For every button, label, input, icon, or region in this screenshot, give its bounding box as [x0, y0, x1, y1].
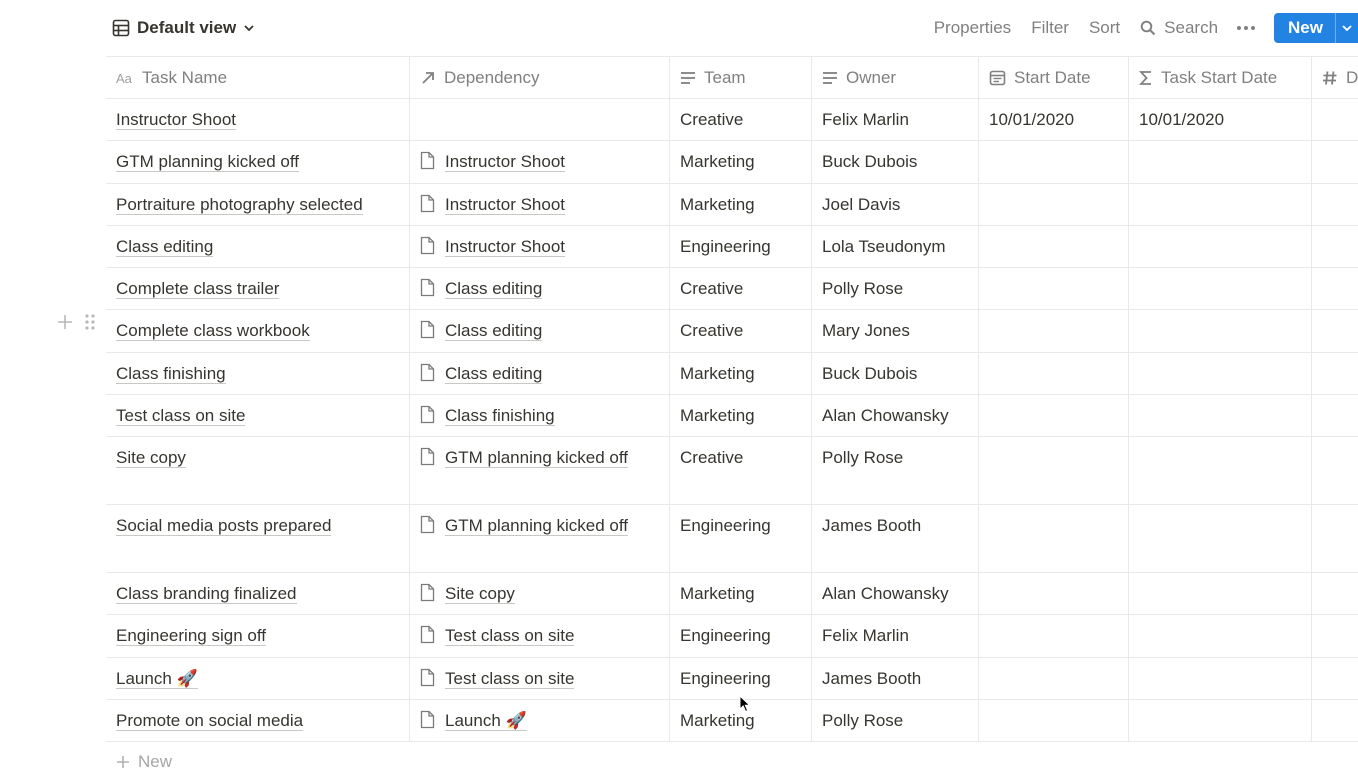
page-icon: [420, 515, 435, 534]
dependency-cell[interactable]: [410, 268, 670, 309]
column-header-task-start-date[interactable]: [1129, 57, 1312, 98]
page-icon: [420, 320, 435, 339]
dependency-title: Site copy: [445, 584, 515, 603]
truncated-cell[interactable]: [1312, 184, 1358, 225]
task-start-date-cell: [1129, 268, 1312, 309]
owner-cell[interactable]: Polly Rose: [812, 268, 979, 309]
task-title[interactable]: GTM planning kicked off: [116, 152, 299, 171]
owner-cell[interactable]: Joel Davis: [812, 184, 979, 225]
task-start-date-cell: [1129, 658, 1312, 699]
task-name-cell[interactable]: [106, 353, 410, 394]
task-title[interactable]: Site copy: [116, 448, 186, 467]
dependency-title: Instructor Shoot: [445, 152, 566, 171]
task-name-cell[interactable]: [106, 99, 410, 140]
dependency-link[interactable]: [420, 584, 515, 603]
team-cell[interactable]: Engineering: [670, 658, 812, 699]
dependency-title: Class editing: [445, 321, 543, 340]
owner-cell[interactable]: Felix Marlin: [812, 615, 979, 657]
owner-cell[interactable]: Lola Tseudonym: [812, 226, 979, 267]
start-date-cell[interactable]: [979, 700, 1129, 741]
more-options-button[interactable]: [1228, 13, 1272, 43]
column-header-label: Start Date: [1014, 67, 1091, 87]
owner-cell[interactable]: James Booth: [812, 505, 979, 572]
team-cell[interactable]: Engineering: [670, 505, 812, 572]
task-name-cell[interactable]: [106, 700, 410, 741]
owner-cell[interactable]: Polly Rose: [812, 700, 979, 741]
dependency-cell[interactable]: [410, 395, 670, 436]
database-table: [106, 56, 1358, 782]
dependency-cell[interactable]: [410, 226, 670, 267]
calendar-icon: [989, 69, 1006, 86]
dependency-link[interactable]: [420, 626, 574, 645]
task-name-cell[interactable]: [106, 184, 410, 225]
dependency-link[interactable]: [420, 516, 628, 535]
truncated-cell[interactable]: [1312, 99, 1358, 140]
column-header-label: Team: [704, 67, 746, 87]
start-date-cell[interactable]: [979, 658, 1129, 699]
task-name-cell[interactable]: [106, 615, 410, 657]
dependency-cell[interactable]: [410, 700, 670, 741]
table-row: [106, 395, 1358, 437]
team-cell[interactable]: Marketing: [670, 141, 812, 183]
truncated-cell[interactable]: [1312, 505, 1358, 572]
column-header-dependency[interactable]: [410, 57, 670, 98]
table-body: [106, 99, 1358, 742]
column-header-owner[interactable]: [812, 57, 979, 98]
search-label: Search: [1164, 18, 1219, 37]
task-start-date-cell: [1129, 141, 1312, 183]
task-title[interactable]: Complete class trailer: [116, 279, 280, 298]
task-title[interactable]: Engineering sign off: [116, 626, 266, 645]
truncated-cell[interactable]: [1312, 268, 1358, 309]
task-start-date-cell: [1129, 184, 1312, 225]
column-header-start-date[interactable]: [979, 57, 1129, 98]
column-header-label: Task Start Date: [1161, 67, 1278, 87]
sigma-formula-icon: [1139, 70, 1153, 86]
owner-cell[interactable]: Alan Chowansky: [812, 573, 979, 614]
owner-cell[interactable]: James Booth: [812, 658, 979, 699]
team-cell[interactable]: Marketing: [670, 573, 812, 614]
chevron-down-icon: [1341, 22, 1353, 34]
dependency-link[interactable]: [420, 152, 565, 171]
start-date-cell[interactable]: [979, 141, 1129, 183]
truncated-cell[interactable]: [1312, 573, 1358, 614]
task-name-cell[interactable]: [106, 268, 410, 309]
dependency-link[interactable]: [420, 195, 565, 214]
owner-cell[interactable]: Buck Dubois: [812, 141, 979, 183]
task-start-date-cell: [1129, 615, 1312, 657]
page-icon: [420, 405, 435, 424]
properties-button[interactable]: Properties: [933, 18, 1012, 37]
task-title[interactable]: Complete class workbook: [116, 321, 310, 340]
table-row: [106, 615, 1358, 658]
owner-cell[interactable]: Felix Marlin: [812, 99, 979, 140]
column-header-label: Task Name: [142, 67, 228, 87]
task-title[interactable]: Class finishing: [116, 364, 226, 383]
table-row: [106, 226, 1358, 268]
dependency-title: Instructor Shoot: [445, 237, 566, 256]
owner-cell[interactable]: Polly Rose: [812, 437, 979, 504]
start-date-cell[interactable]: [979, 573, 1129, 614]
truncated-cell[interactable]: [1312, 141, 1358, 183]
table-row: [106, 310, 1358, 353]
task-start-date-cell: [1129, 395, 1312, 436]
sort-button[interactable]: Sort: [1088, 18, 1121, 37]
page-icon: [420, 625, 435, 644]
task-start-date-cell: [1129, 226, 1312, 267]
page-icon: [420, 668, 435, 687]
dependency-cell[interactable]: [410, 184, 670, 225]
dependency-title: GTM planning kicked off: [445, 448, 628, 467]
dependency-link[interactable]: [420, 321, 542, 340]
team-cell[interactable]: Creative: [670, 99, 812, 140]
table-row: [106, 437, 1358, 505]
start-date-cell[interactable]: [979, 310, 1129, 352]
truncated-cell[interactable]: [1312, 700, 1358, 741]
start-date-cell[interactable]: [979, 395, 1129, 436]
table-row: [106, 184, 1358, 226]
hash-number-icon: [1322, 70, 1338, 86]
page-icon: [420, 151, 435, 170]
page-icon: [420, 278, 435, 297]
task-name-cell[interactable]: [106, 573, 410, 614]
new-dropdown-button[interactable]: [1335, 13, 1358, 43]
start-date-cell[interactable]: 10/01/2020: [979, 99, 1129, 140]
truncated-cell[interactable]: [1312, 615, 1358, 657]
start-date-cell[interactable]: [979, 184, 1129, 225]
truncated-cell[interactable]: [1312, 437, 1358, 504]
dependency-title: Class editing: [445, 279, 543, 298]
table-row: [106, 99, 1358, 141]
team-cell[interactable]: Marketing: [670, 700, 812, 741]
task-name-cell[interactable]: [106, 505, 410, 572]
text-lines-icon: [822, 71, 838, 85]
task-title[interactable]: Instructor Shoot: [116, 110, 237, 129]
task-name-cell[interactable]: [106, 395, 410, 436]
owner-cell[interactable]: Mary Jones: [812, 310, 979, 352]
dependency-cell[interactable]: [410, 505, 670, 572]
dependency-link[interactable]: [420, 279, 542, 298]
team-cell[interactable]: Creative: [670, 310, 812, 352]
dependency-link[interactable]: [420, 711, 527, 730]
drag-handle-icon[interactable]: [84, 312, 96, 332]
start-date-cell[interactable]: [979, 226, 1129, 267]
truncated-cell[interactable]: [1312, 310, 1358, 352]
task-title[interactable]: Class editing: [116, 237, 214, 256]
dependency-title: Test class on site: [445, 669, 575, 688]
task-start-date-cell: 10/01/2020: [1129, 99, 1312, 140]
dependency-cell[interactable]: [410, 573, 670, 614]
view-name: Default view: [137, 18, 237, 37]
task-start-date-cell: [1129, 353, 1312, 394]
table-view-icon: [112, 19, 130, 37]
dependency-title: Class editing: [445, 364, 543, 383]
page-icon: [420, 194, 435, 213]
dependency-link[interactable]: [420, 406, 555, 425]
add-new-row-button[interactable]: [106, 742, 1358, 782]
dependency-cell[interactable]: [410, 615, 670, 657]
dependency-title: Launch 🚀: [445, 711, 527, 730]
start-date-cell[interactable]: [979, 268, 1129, 309]
plus-icon: [116, 755, 130, 769]
task-start-date-cell: [1129, 505, 1312, 572]
task-title[interactable]: Promote on social media: [116, 711, 304, 730]
search-button[interactable]: [1130, 13, 1228, 43]
table-row: [106, 573, 1358, 615]
toolbar: [0, 0, 1358, 56]
table-row: [106, 268, 1358, 310]
dependency-title: Class finishing: [445, 406, 555, 425]
header-row: [106, 56, 1358, 99]
column-header-label: D: [1346, 67, 1358, 87]
dependency-title: Test class on site: [445, 626, 575, 645]
dependency-link[interactable]: [420, 448, 628, 467]
more-dots-icon: [1236, 25, 1256, 31]
task-title[interactable]: Social media posts prepared: [116, 516, 332, 535]
column-header-team[interactable]: [670, 57, 812, 98]
new-button[interactable]: New: [1288, 18, 1323, 37]
truncated-cell[interactable]: [1312, 395, 1358, 436]
team-cell[interactable]: Marketing: [670, 184, 812, 225]
add-new-row-label: New: [138, 752, 173, 771]
truncated-cell[interactable]: [1312, 353, 1358, 394]
filter-button[interactable]: Filter: [1031, 18, 1069, 37]
dependency-link[interactable]: [420, 364, 542, 383]
task-name-cell[interactable]: [106, 437, 410, 504]
task-name-cell[interactable]: [106, 658, 410, 699]
table-row: [106, 658, 1358, 700]
dependency-cell[interactable]: [410, 353, 670, 394]
task-title[interactable]: Launch 🚀: [116, 669, 198, 688]
chevron-down-icon: [243, 22, 255, 34]
page-icon: [420, 710, 435, 729]
dependency-cell[interactable]: [410, 141, 670, 183]
table-row: [106, 141, 1358, 184]
start-date-cell[interactable]: [979, 505, 1129, 572]
truncated-cell[interactable]: [1312, 226, 1358, 267]
start-date-cell[interactable]: [979, 437, 1129, 504]
row-hover-controls: [56, 312, 96, 332]
dependency-title: GTM planning kicked off: [445, 516, 628, 535]
page-icon: [420, 363, 435, 382]
owner-cell[interactable]: Alan Chowansky: [812, 395, 979, 436]
dependency-cell[interactable]: [410, 310, 670, 352]
dependency-cell[interactable]: [410, 658, 670, 699]
team-cell[interactable]: Engineering: [670, 226, 812, 267]
task-start-date-cell: [1129, 700, 1312, 741]
new-button-group: [1274, 13, 1358, 43]
search-icon: [1140, 20, 1156, 36]
table-row: [106, 505, 1358, 573]
start-date-cell[interactable]: [979, 615, 1129, 657]
start-date-cell[interactable]: [979, 353, 1129, 394]
task-start-date-cell: [1129, 437, 1312, 504]
truncated-cell[interactable]: [1312, 658, 1358, 699]
task-start-date-cell: [1129, 310, 1312, 352]
column-header-label: Dependency: [444, 67, 540, 87]
team-cell[interactable]: Creative: [670, 268, 812, 309]
add-row-plus-icon[interactable]: [56, 313, 74, 331]
task-name-cell[interactable]: [106, 310, 410, 352]
column-header-truncated[interactable]: [1312, 57, 1358, 98]
table-row: [106, 700, 1358, 742]
relation-arrow-icon: [420, 70, 436, 86]
task-name-cell[interactable]: [106, 226, 410, 267]
dependency-link[interactable]: [420, 669, 574, 688]
dependency-cell[interactable]: [410, 99, 670, 140]
page-icon: [420, 447, 435, 466]
column-header-label: Owner: [846, 67, 897, 87]
team-cell[interactable]: Marketing: [670, 395, 812, 436]
toolbar-actions: [924, 13, 1358, 43]
svg-text:Aa: Aa: [116, 70, 132, 85]
team-cell[interactable]: Creative: [670, 437, 812, 504]
table-row: [106, 353, 1358, 395]
owner-cell[interactable]: Buck Dubois: [812, 353, 979, 394]
team-cell[interactable]: Marketing: [670, 353, 812, 394]
column-header-task-name[interactable]: [106, 57, 410, 98]
task-start-date-cell: [1129, 573, 1312, 614]
dependency-cell[interactable]: [410, 437, 670, 504]
dependency-link[interactable]: [420, 237, 565, 256]
title-aa-icon: [116, 71, 134, 85]
task-title[interactable]: Test class on site: [116, 406, 246, 425]
text-lines-icon: [680, 71, 696, 85]
team-cell[interactable]: Engineering: [670, 615, 812, 657]
task-name-cell[interactable]: [106, 141, 410, 183]
page-icon: [420, 236, 435, 255]
task-title[interactable]: Portraiture photography selected: [116, 195, 363, 214]
dependency-title: Instructor Shoot: [445, 195, 566, 214]
task-title[interactable]: Class branding finalized: [116, 584, 297, 603]
view-selector[interactable]: [112, 16, 255, 40]
page-icon: [420, 583, 435, 602]
